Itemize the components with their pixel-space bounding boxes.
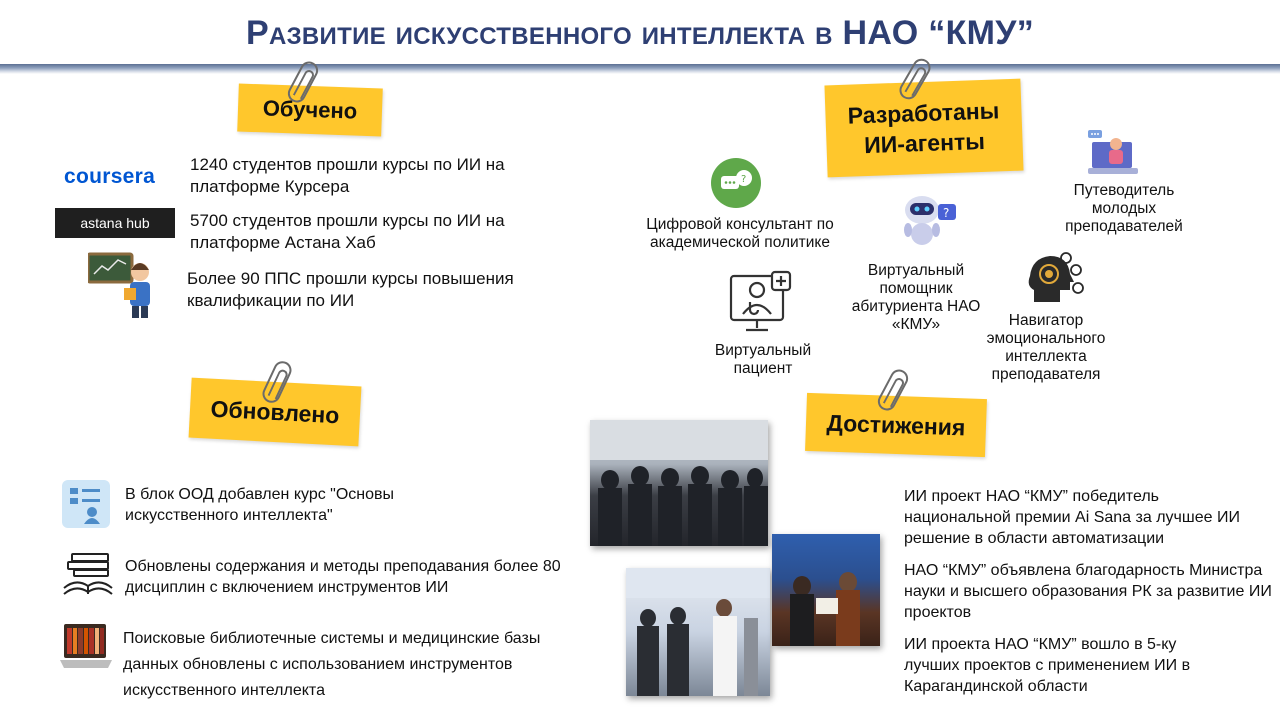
- sticky-developed: [824, 79, 1023, 178]
- trained-item-2-text: 5700 студентов прошли курсы по ИИ на платформе Астана Хаб: [190, 211, 505, 252]
- trained-item-3-text: Более 90 ППС прошли курсы повышения квалификации по ИИ: [187, 269, 514, 310]
- svg-text:?: ?: [741, 174, 747, 185]
- sticky-achievements-label: Достижения: [826, 409, 966, 440]
- agent-assistant-label: Виртуальный помощник абитуриента НАО «КМУ»: [851, 262, 981, 333]
- title-underline: [0, 64, 1280, 74]
- books-icon: [60, 550, 116, 598]
- robot-icon: [896, 190, 958, 248]
- doctor-monitor-icon: [728, 270, 796, 336]
- mentor-icon: [1086, 128, 1140, 178]
- astana-hub-logo-text: astana hub: [80, 215, 150, 231]
- event-photo-3: [772, 534, 880, 646]
- agent-mentor-label: Путеводитель молодых преподавателей: [1065, 182, 1183, 235]
- sticky-developed-line1: Разработаны: [847, 97, 1000, 129]
- agent-navigator-label: Навигатор эмоционального интеллекта преподавателя: [986, 312, 1106, 383]
- head-emotions-icon: [1026, 250, 1088, 308]
- agent-consultant-label: Цифровой консультант по академической политике: [646, 216, 834, 251]
- astana-hub-logo: [55, 208, 175, 238]
- updated-item-3-text: Поисковые библиотечные системы и медицинские базы данных обновлены с использованием инструментов искусственного интеллекта: [123, 630, 541, 699]
- page-title: Развитие искусственного интеллекта в НАО “КМУ”: [245, 14, 1034, 52]
- updated-item-1-text: В блок ООД добавлен курс "Основы искусственного интеллекта": [125, 486, 395, 524]
- chat-consult-icon: [711, 158, 761, 208]
- agent-patient-label: Виртуальный пациент: [714, 342, 812, 377]
- sticky-developed-line2: ИИ-агенты: [863, 127, 986, 159]
- achievement-1-text: ИИ проект НАО “КМУ” победитель национальной премии Ai Sana за лучшее ИИ решение в области автоматизации: [904, 488, 1240, 547]
- sticky-updated-label: Обновлено: [209, 395, 341, 428]
- event-photo-2: [626, 568, 770, 696]
- sticky-trained-label: Обучено: [262, 95, 358, 124]
- event-photo-1: [590, 420, 768, 546]
- achievement-3-text: ИИ проекта НАО “КМУ” вошло в 5-ку лучших проектов с применением ИИ в Карагандинской области: [904, 636, 1191, 695]
- sticky-trained: [237, 84, 383, 137]
- teacher-icon: [88, 252, 160, 320]
- course-icon: [62, 480, 110, 528]
- library-laptop-icon: [58, 620, 114, 676]
- coursera-logo: coursera: [64, 165, 156, 188]
- achievement-2-text: НАО “КМУ” объявлена благодарность Министра науки и высшего образования РК за развитие ИИ проектов: [904, 562, 1272, 621]
- trained-item-1-text: 1240 студентов прошли курсы по ИИ на платформе Курсера: [190, 155, 505, 196]
- updated-item-2-text: Обновлены содержания и методы преподавания более 80 дисциплин с включением инструментов ИИ: [125, 558, 561, 596]
- svg-text:?: ?: [943, 206, 950, 220]
